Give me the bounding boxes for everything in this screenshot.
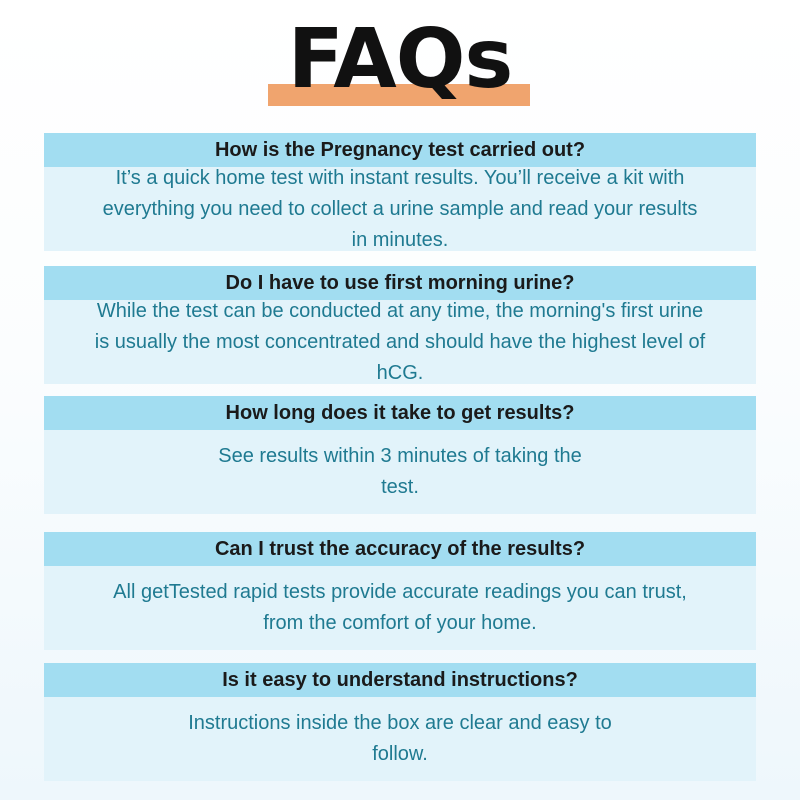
- page-header: [0, 0, 800, 120]
- faq-question[interactable]: Do I have to use first morning urine?: [44, 266, 756, 300]
- faq-question[interactable]: How is the Pregnancy test carried out?: [44, 133, 756, 167]
- faq-answer-text: It’s a quick home test with instant results. You’ll receive a kit with everything you need to collect a urine sample and read your results in minutes.: [102, 166, 698, 251]
- faq-item: [44, 532, 756, 650]
- faq-answer: [44, 566, 756, 650]
- faq-answer-text: All getTested rapid tests provide accurate readings you can trust, from the comfort of your home.: [113, 581, 687, 634]
- faq-answer: [44, 167, 756, 251]
- faq-answer: [44, 697, 756, 781]
- faq-answer-text: While the test can be conducted at any time, the morning's first urine is usually the most concentrated and should have the highest level of hCG.: [94, 299, 706, 384]
- faq-question[interactable]: How long does it take to get results?: [44, 396, 756, 430]
- faq-item: [44, 266, 756, 384]
- page-title: FAQs: [287, 12, 513, 107]
- faq-question[interactable]: Is it easy to understand instructions?: [44, 663, 756, 697]
- faq-answer-text: See results within 3 minutes of taking the test.: [218, 445, 582, 498]
- faq-answer: [44, 300, 756, 384]
- faq-answer-text: Instructions inside the box are clear and easy to follow.: [188, 712, 612, 765]
- faq-question[interactable]: Can I trust the accuracy of the results?: [44, 532, 756, 566]
- faq-item: [44, 396, 756, 514]
- faq-item: [44, 663, 756, 781]
- faq-item: [44, 133, 756, 251]
- faq-answer: [44, 430, 756, 514]
